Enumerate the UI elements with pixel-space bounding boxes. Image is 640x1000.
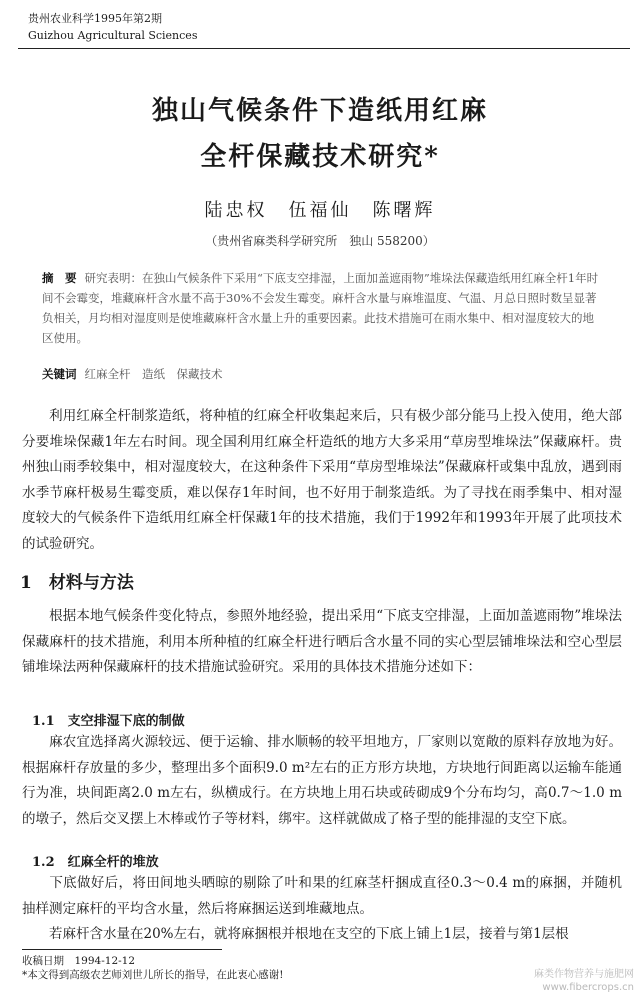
title-line-2: 全杆保藏技术研究* [200,142,440,172]
subsection-1-2-paragraph-2 [22,922,622,948]
footnote-received: 收稿日期 1994-12-12 [22,955,136,967]
section-1-paragraph [22,604,622,681]
intro-text: 利用红麻全杆制浆造纸，将种植的红麻全杆收集起来后，只有极少部分能马上投入使用，绝大部分要堆垛保藏1年左右时间。现全国利用红麻全杆造纸的地方大多采用“草房型堆垛法”保藏麻杆。贵州独山雨季较集中，相对湿度较大，在这种条件下采用“草房型堆垛法”保藏麻杆或集中乱放，遇到雨水季节麻杆极易生霉变质，难以保存1年时间，也不好用于制浆造纸。为了寻找在雨季集中、相对湿度较大的气候条件下造纸用红麻全杆保藏1年的技术措施，我们于1992年和1993年开展了此项技术的试验研究。 [22,408,622,552]
journal-name-cn: 贵州农业科学1995年第2期 [28,12,162,25]
footnote-rule [22,949,222,950]
journal-header [28,10,197,44]
header-rule [18,48,630,49]
section-heading-1: 1 材料与方法 [20,573,134,593]
abstract-text: 研究表明：在独山气候条件下采用“下底支空排湿，上面加盖遮雨物”堆垛法保藏造纸用红麻全杆1年时间不会霉变，堆藏麻杆含水量不高于30%不会发生霉变。麻杆含水量与麻堆温度、气温、月总日照时数呈显著负相关，月均相对湿度则是使堆藏麻杆含水量上升的重要因素。此技术措施可在雨水集中、相对湿度较大的地区使用。 [42,271,599,345]
subsection-1-1-text: 麻农宜选择离火源较远、便于运输、排水顺畅的较平坦地方，厂家则以宽敞的原料存放地为好。根据麻杆存放量的多少，整理出多个面积9.0 m²左右的正方形方块地，方块地行间距离以运输车能通行为准，块间距离2.0 m左右，纵横成行。在方块地上用石块或砖砌成9个分布均匀，高0.7～1.0 m的墩子，然后交叉摆上木棒或竹子等材料，绑牢。这样就做成了格子型的能排湿的支空下底。 [22,734,622,827]
abstract-label: 摘 要 [42,271,77,285]
watermark-cn: 麻类作物营养与施肥网 [534,969,634,980]
watermark [534,968,634,994]
subsection-heading-1-2: 1.2 红麻全杆的堆放 [32,855,159,870]
title-line-1: 独山气候条件下造纸用红麻 [151,96,488,126]
watermark-en: www.fibercrops.cn [542,982,634,993]
journal-name-en: Guizhou Agricultural Sciences [28,29,198,42]
keywords-text: 红麻全杆 造纸 保藏技术 [84,367,223,381]
subsection-1-2-text: 下底做好后，将田间地头晒晾的剔除了叶和果的红麻茎杆捆成直径0.3～0.4 m的麻捆，并随机抽样测定麻杆的平均含水量，然后将麻捆运送到堆藏地点。 [22,875,622,917]
section-1-text: 根据本地气候条件变化特点，参照外地经验，提出采用“下底支空排湿，上面加盖遮雨物”堆垛法保藏麻杆的技术措施，利用本所种植的红麻全杆进行晒后含水量不同的实心型层铺堆垛法和空心型层铺堆垛法两种保藏麻杆的技术措施试验研究。采用的具体技术措施分述如下： [22,608,622,675]
intro-paragraph [22,404,622,557]
abstract [42,268,602,348]
subsection-heading-1-1: 1.1 支空排湿下底的制做 [32,714,185,729]
keywords-label: 关键词 [42,367,77,381]
keywords [42,364,602,384]
subsection-1-1-paragraph [22,730,622,832]
authors: 陆忠权 伍福仙 陈曙辉 [204,200,436,221]
subsection-1-2-paragraph [22,871,622,922]
footnote-thanks: *本文得到高级农艺师刘世儿所长的指导，在此衷心感谢! [22,969,284,981]
affiliation: （贵州省麻类科学研究所 独山 558200） [205,234,435,248]
subsection-1-2-text-2: 若麻杆含水量在20%左右，就将麻捆根并根地在支空的下底上铺上1层，接着与第1层根 [49,926,569,942]
